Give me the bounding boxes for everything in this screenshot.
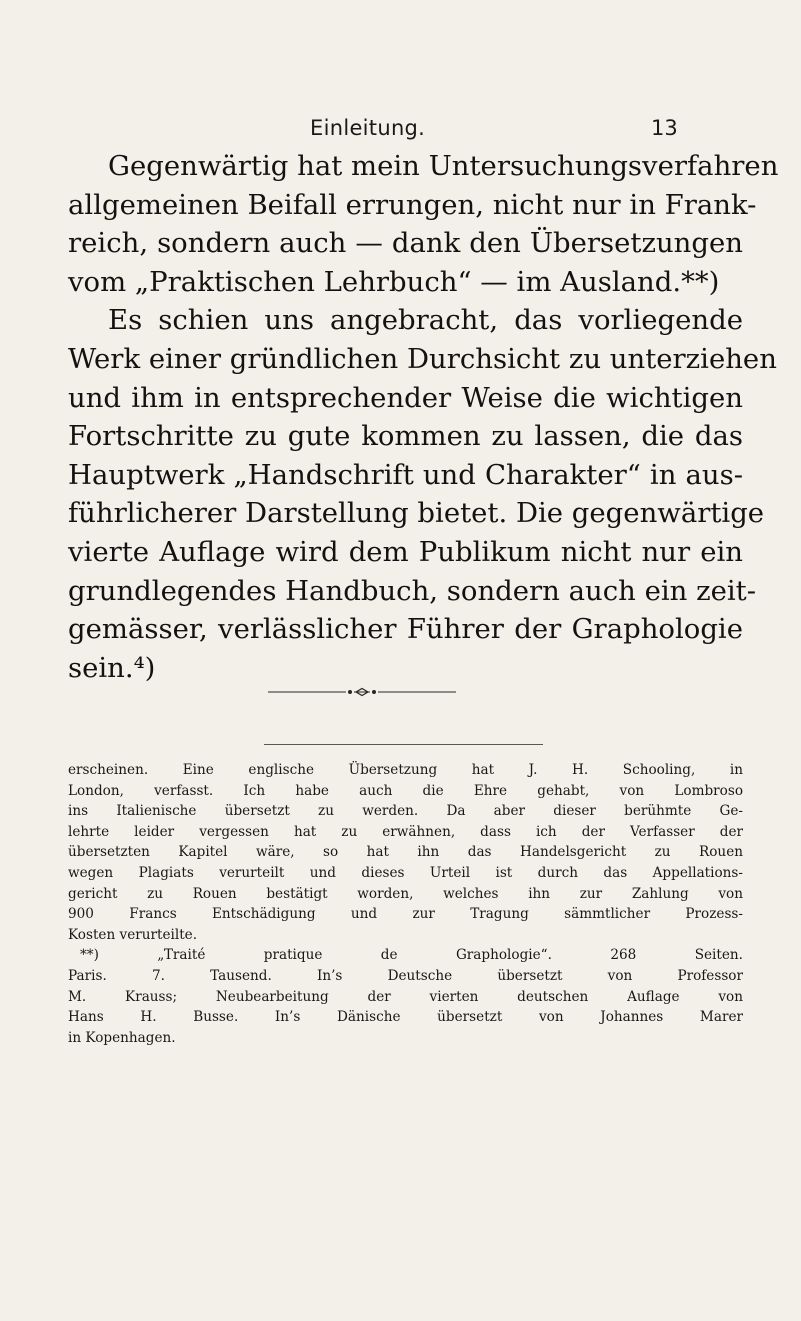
text-line: reich, sondern auch — dank den Übersetzungen	[68, 227, 743, 260]
text-line: Hauptwerk „Handschrift und Charakter“ in aus-	[68, 458, 743, 491]
paragraph-1	[68, 147, 779, 301]
text-line: grundlegendes Handbuch, sondern auch ein zeit-	[68, 574, 757, 607]
running-head-title: Einleitung.	[310, 116, 426, 140]
footnote-line: erscheinen. Eine englische Übersetzung hat J. H. Schooling, in	[68, 762, 743, 778]
text-line: führlicherer Darstellung bietet. Die gegenwärtige	[68, 497, 765, 530]
footnote-line: wegen Plagiats verurteilt und dieses Urteil ist durch das Appellations-	[68, 864, 743, 881]
footnote-line: lehrte leider vergessen hat zu erwähnen, dass ich der Verfasser der	[68, 823, 743, 840]
paragraph-2	[68, 301, 777, 687]
running-head	[0, 116, 801, 146]
main-text	[68, 147, 779, 687]
text-line: vom „Praktischen Lehrbuch“ — im Ausland.**)	[68, 265, 720, 298]
text-line: gemässer, verlässlicher Führer der Graphologie	[68, 613, 743, 646]
footnote-line: gericht zu Rouen bestätigt worden, welches ihn zur Zahlung von	[68, 885, 743, 902]
section-end-ornament-icon	[0, 685, 801, 699]
footnote-line: Hans H. Busse. In’s Dänische übersetzt von Johannes Marer	[68, 1009, 743, 1026]
text-line: und ihm in entsprechender Weise die wichtigen	[68, 381, 743, 414]
text-line: Gegenwärtig hat mein Untersuchungsverfahren	[108, 150, 779, 182]
footnote-line: 900 Francs Entschädigung und zur Tragung sämmtlicher Prozess-	[68, 906, 743, 923]
footnote-line: in Kopenhagen.	[68, 1029, 176, 1046]
text-line: allgemeinen Beifall errungen, nicht nur in Frank-	[68, 188, 757, 221]
footnotes	[68, 760, 743, 1048]
text-line: sein.⁴)	[68, 651, 156, 684]
footnote-line: ins Italienische übersetzt zu werden. Da aber dieser berühmte Ge-	[68, 803, 743, 820]
footnote-line: Paris. 7. Tausend. In’s Deutsche übersetzt von Professor	[68, 967, 743, 984]
footnote-line: **) „Traité pratique de Graphologie“. 268 Seiten.	[80, 947, 743, 964]
footnote-line: London, verfasst. Ich habe auch die Ehre gehabt, von Lombroso	[68, 782, 743, 799]
text-line: Werk einer gründlichen Durchsicht zu unterziehen	[68, 342, 777, 375]
text-line: vierte Auflage wird dem Publikum nicht nur ein	[68, 535, 743, 568]
text-line: Fortschritte zu gute kommen zu lassen, die das	[68, 420, 743, 453]
footnote-divider	[264, 744, 543, 745]
footnote-line: M. Krauss; Neubearbeitung der vierten deutschen Auflage von	[68, 988, 743, 1005]
page-number: 13	[651, 116, 678, 140]
footnote-line: übersetzten Kapitel wäre, so hat ihn das Handelsgericht zu Rouen	[68, 844, 743, 861]
text-line: Es schien uns angebracht, das vorliegende	[108, 304, 743, 337]
footnote-line: Kosten verurteilte.	[68, 926, 198, 943]
